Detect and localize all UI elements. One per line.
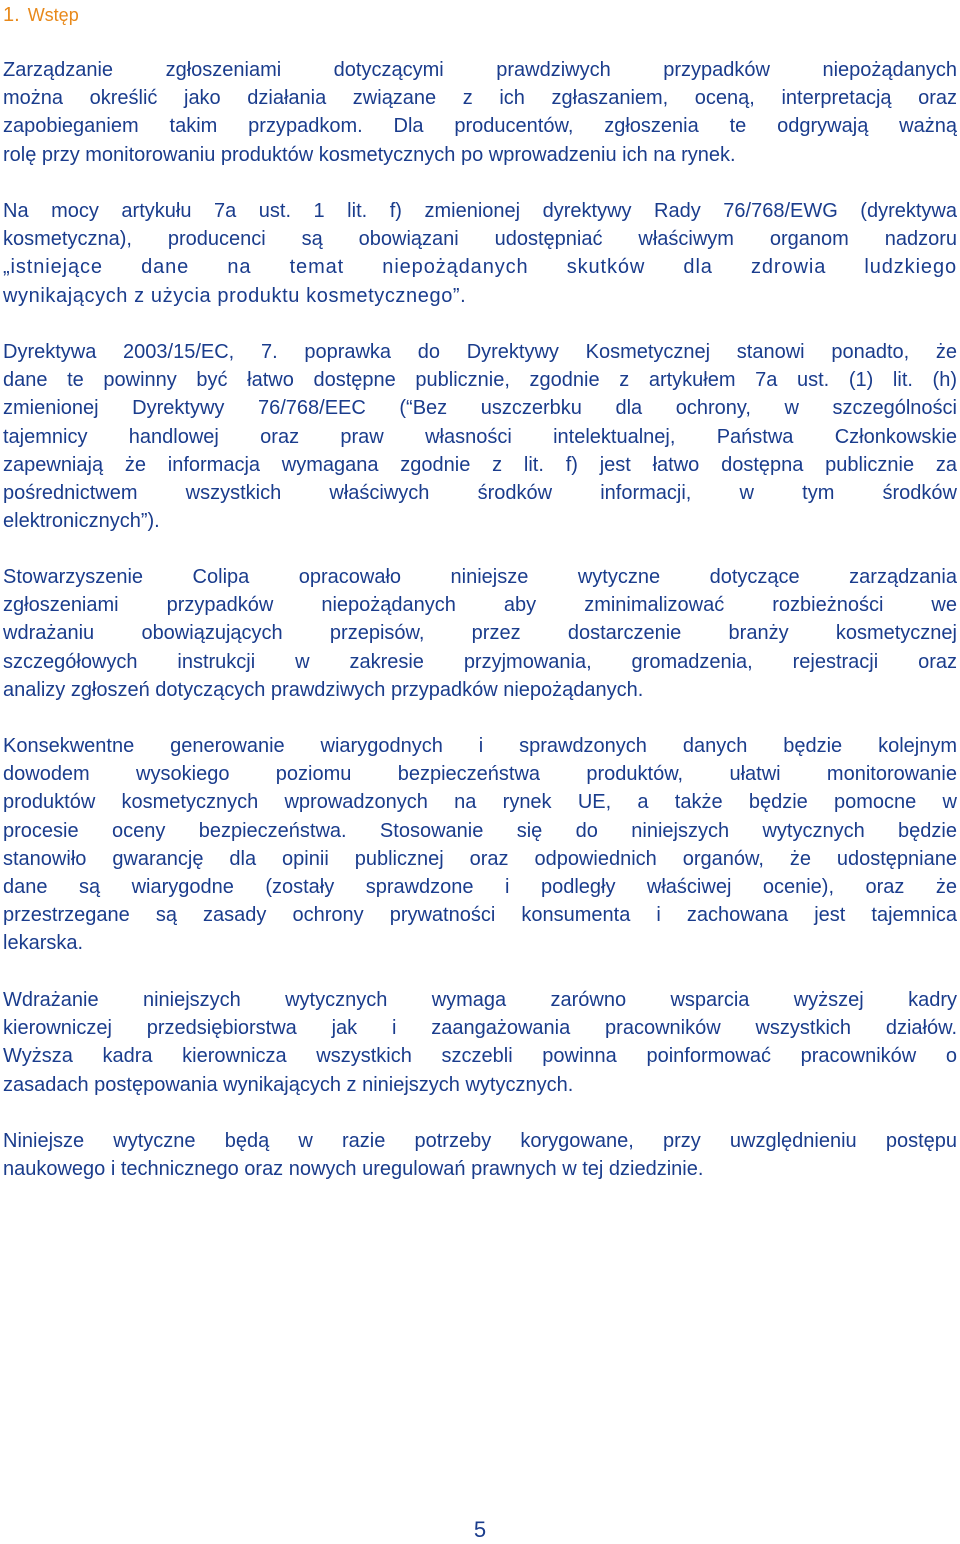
section-title: Wstęp (27, 5, 79, 25)
paragraph-line: Konsekwentne generowanie wiarygodnych i sprawdzonych danych będzie kolejnym (3, 735, 957, 757)
paragraph-revisions (3, 1127, 957, 1183)
paragraph-line: dane te powinny być łatwo dostępne publicznie, zgodnie z artykułem 7a ust. (1) lit. (h) (3, 369, 957, 392)
paragraph-consistency (3, 732, 957, 958)
paragraph-line: elektronicznych”). (3, 510, 160, 533)
paragraph-line: zmienionej Dyrektywy 76/768/EEC (“Bez uszczerbku dla ochrony, w szczególności (3, 397, 957, 420)
section-heading (3, 3, 79, 27)
paragraph-implementation (3, 986, 957, 1099)
paragraph-line: Wdrażanie niniejszych wytycznych wymaga zarówno wsparcia wyższej kadry (3, 989, 957, 1011)
section-number: 1. (3, 4, 20, 26)
paragraph-line: produktów kosmetycznych wprowadzonych na rynek UE, a także będzie pomocne w (3, 791, 957, 814)
paragraph-line: „istniejące dane na temat niepożądanych skutków dla zdrowia ludzkiego (3, 256, 957, 279)
paragraph-directive-2003 (3, 338, 957, 535)
paragraph-line: szczegółowych instrukcji w zakresie przyjmowania, gromadzenia, rejestracji oraz (3, 650, 957, 673)
paragraph-line: stanowiło gwarancję dla opinii publicznej oraz odpowiednich organów, że udostępniane (3, 847, 957, 870)
paragraph-line: lekarska. (3, 932, 84, 955)
paragraph-line: zapewniają że informacja wymagana zgodnie z lit. f) jest łatwo dostępna publicznie za (3, 453, 957, 476)
paragraph-line: analizy zgłoszeń dotyczących prawdziwych przypadków niepożądanych. (3, 678, 644, 701)
paragraph-colipa (3, 563, 957, 704)
paragraph-line: przestrzegane są zasady ochrony prywatności konsumenta i zachowana jest tajemnica (3, 904, 957, 927)
paragraph-introduction (3, 56, 957, 169)
paragraph-line: można określić jako działania związane z ich zgłaszaniem, oceną, interpretacją oraz (3, 87, 957, 110)
paragraph-line: pośrednictwem wszystkich właściwych środków informacji, w tym środków (3, 481, 957, 504)
paragraph-line: Na mocy artykułu 7a ust. 1 lit. f) zmienionej dyrektywy Rady 76/768/EWG (dyrektywa (3, 200, 957, 222)
paragraph-line: naukowego i technicznego oraz nowych uregulowań prawnych w tej dziedzinie. (3, 1158, 704, 1181)
paragraph-line: Niniejsze wytyczne będą w razie potrzeby korygowane, przy uwzględnieniu postępu (3, 1130, 957, 1152)
paragraph-line: Wyższa kadra kierownicza wszystkich szczebli powinna poinformować pracowników o (3, 1045, 957, 1068)
paragraph-line: Dyrektywa 2003/15/EC, 7. poprawka do Dyrektywy Kosmetycznej stanowi ponadto, że (3, 341, 957, 363)
paragraph-line: zasadach postępowania wynikających z niniejszych wytycznych. (3, 1073, 574, 1096)
paragraph-line: kierowniczej przedsiębiorstwa jak i zaangażowania pracowników wszystkich działów. (3, 1017, 957, 1040)
paragraph-line: Zarządzanie zgłoszeniami dotyczącymi prawdziwych przypadków niepożądanych (3, 59, 957, 81)
paragraph-line: zapobieganiem takim przypadkom. Dla producentów, zgłoszenia te odgrywają ważną (3, 115, 957, 138)
paragraph-line: wdrażaniu obowiązujących przepisów, przez dostarczenie branży kosmetycznej (3, 622, 957, 645)
paragraph-line: dane są wiarygodne (zostały sprawdzone i podległy właściwej ocenie), oraz że (3, 875, 957, 898)
paragraph-line: kosmetyczna), producenci są obowiązani udostępniać właściwym organom nadzoru (3, 228, 957, 251)
paragraph-line: tajemnicy handlowej oraz praw własności intelektualnej, Państwa Członkowskie (3, 425, 957, 448)
paragraph-line: dowodem wysokiego poziomu bezpieczeństwa produktów, ułatwi monitorowanie (3, 763, 957, 786)
paragraph-line: Stowarzyszenie Colipa opracowało niniejsze wytyczne dotyczące zarządzania (3, 566, 957, 588)
paragraph-line: procesie oceny bezpieczeństwa. Stosowanie się do niniejszych wytycznych będzie (3, 819, 957, 842)
page-number: 5 (473, 1517, 487, 1542)
paragraph-line: wynikających z użycia produktu kosmetycznego”. (3, 284, 467, 307)
paragraph-legal-basis (3, 197, 957, 310)
paragraph-line: zgłoszeniami przypadków niepożądanych aby zminimalizować rozbieżności we (3, 594, 957, 617)
paragraph-line: rolę przy monitorowaniu produktów kosmetycznych po wprowadzeniu ich na rynek. (3, 143, 736, 166)
